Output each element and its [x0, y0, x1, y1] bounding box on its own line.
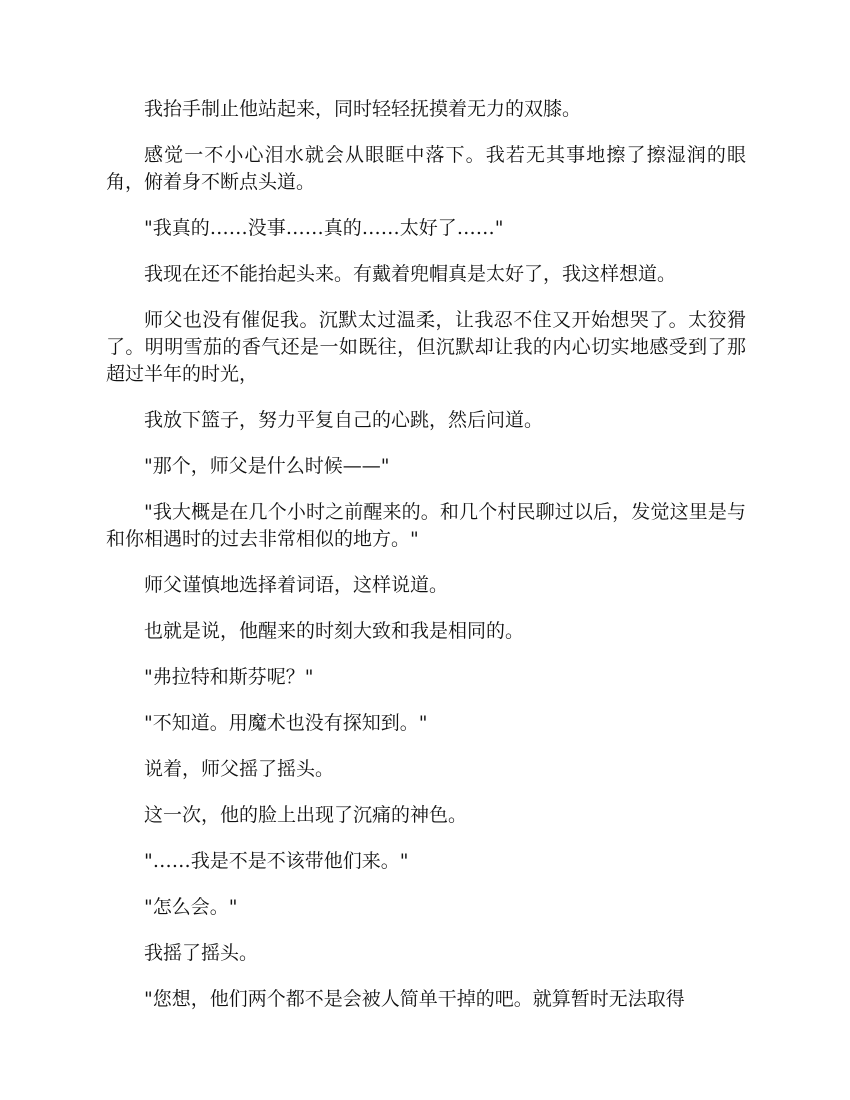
paragraph: "那个，师父是什么时候——" — [144, 455, 390, 477]
paragraph: 说着，师父摇了摇头。 — [144, 758, 335, 780]
paragraph: "弗拉特和斯芬呢？" — [144, 666, 314, 688]
paragraph: 我摇了摇头。 — [144, 942, 259, 964]
paragraph: 感觉一不小心泪水就会从眼眶中落下。我若无其事地擦了擦湿润的眼角，俯着身不断点头道。 — [106, 144, 746, 193]
paragraph: 我抬手制止他站起来，同时轻轻抚摸着无力的双膝。 — [144, 98, 582, 120]
paragraph: "我大概是在几个小时之前醒来的。和几个村民聊过以后，发觉这里是与和你相遇时的过去非常相似的地方。" — [106, 501, 746, 550]
paragraph: 也就是说，他醒来的时刻大致和我是相同的。 — [144, 620, 525, 642]
paragraph: 这一次，他的脸上出现了沉痛的神色。 — [144, 804, 468, 826]
paragraph: "怎么会。" — [144, 896, 238, 918]
paragraph: 我放下篮子，努力平复自己的心跳，然后问道。 — [144, 409, 544, 431]
paragraph: 师父谨慎地选择着词语，这样说道。 — [144, 574, 449, 596]
paragraph: "我真的……没事……真的……太好了……" — [144, 217, 504, 239]
paragraph: 我现在还不能抬起头来。有戴着兜帽真是太好了，我这样想道。 — [144, 263, 677, 285]
paragraph: "……我是不是不该带他们来。" — [144, 850, 409, 872]
body-text — [106, 96, 746, 1032]
paragraph: 师父也没有催促我。沉默太过温柔，让我忍不住又开始想哭了。太狡猾了。明明雪茄的香气还是一如既往，但沉默却让我的内心切实地感受到了那超过半年的时光， — [106, 309, 746, 385]
paragraph: "您想，他们两个都不是会被人简单干掉的吧。就算暂时无法取得 — [144, 988, 685, 1010]
paragraph: "不知道。用魔术也没有探知到。" — [144, 712, 428, 734]
